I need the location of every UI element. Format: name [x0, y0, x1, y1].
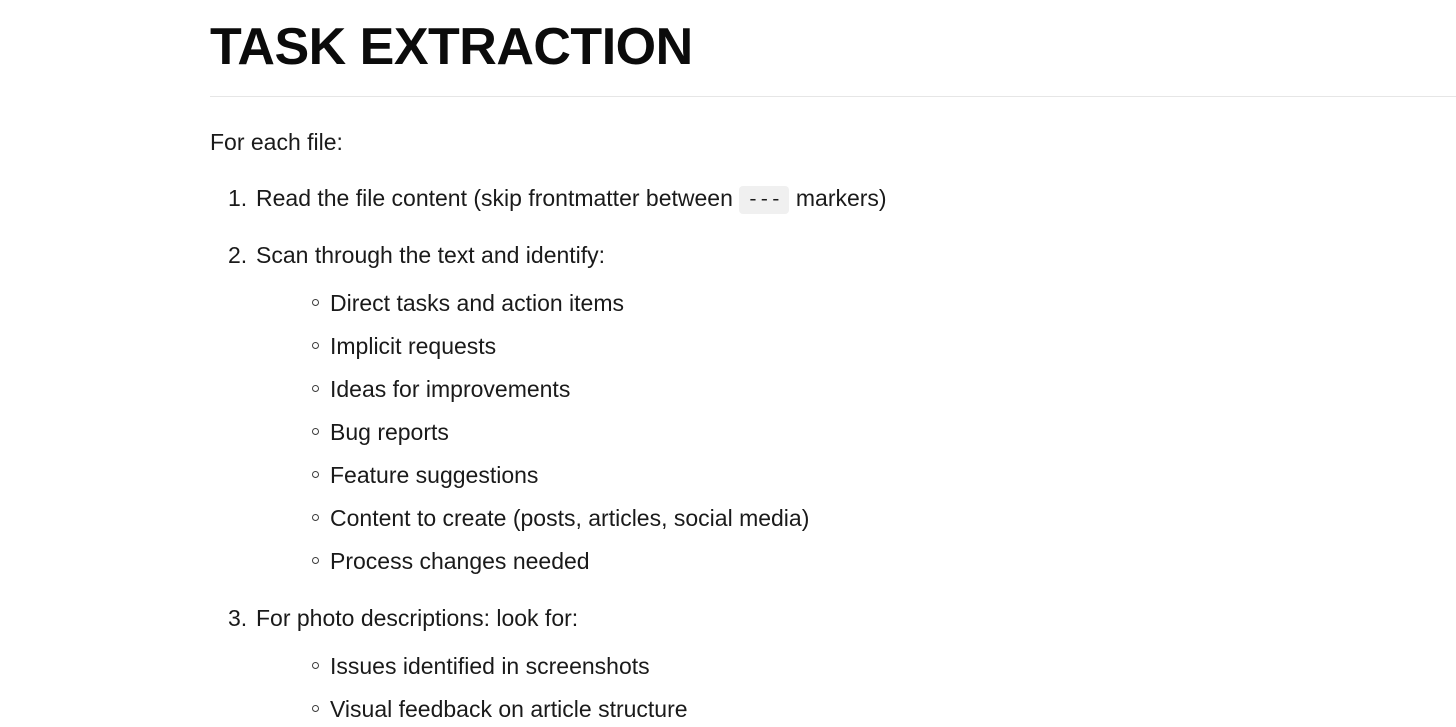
- list-item: Feature suggestions: [256, 458, 1416, 493]
- list-item: Visual feedback on article structure: [256, 692, 1416, 727]
- list-item: Direct tasks and action items: [256, 286, 1416, 321]
- step-number: 2.: [228, 241, 248, 268]
- list-item: [210, 601, 1416, 727]
- steps-list: [210, 181, 1416, 727]
- list-item: Issues identified in screenshots: [256, 649, 1416, 684]
- step-text: For photo descriptions: look for:: [256, 604, 579, 631]
- step-text: Scan through the text and identify:: [256, 241, 606, 268]
- sub-list: [256, 286, 1416, 579]
- list-item: Ideas for improvements: [256, 372, 1416, 407]
- list-item: [210, 238, 1416, 579]
- page-title: TASK EXTRACTION: [210, 18, 693, 76]
- intro-text: For each file:: [210, 128, 343, 155]
- list-item: Implicit requests: [256, 329, 1416, 364]
- step-text-before: Read the file content (skip frontmatter between: [256, 185, 733, 212]
- frontmatter-marker-code: ---: [739, 186, 789, 214]
- list-item: Process changes needed: [256, 544, 1416, 579]
- step-number: 3.: [228, 604, 248, 631]
- step-text-after: markers): [795, 185, 887, 212]
- title-divider: [210, 96, 1456, 97]
- sub-list: [256, 649, 1416, 727]
- list-item: [210, 181, 1416, 230]
- step-text: [256, 181, 1416, 216]
- step-number: 1.: [228, 185, 248, 212]
- list-item: Bug reports: [256, 415, 1416, 450]
- list-item: Content to create (posts, articles, social media): [256, 501, 1416, 536]
